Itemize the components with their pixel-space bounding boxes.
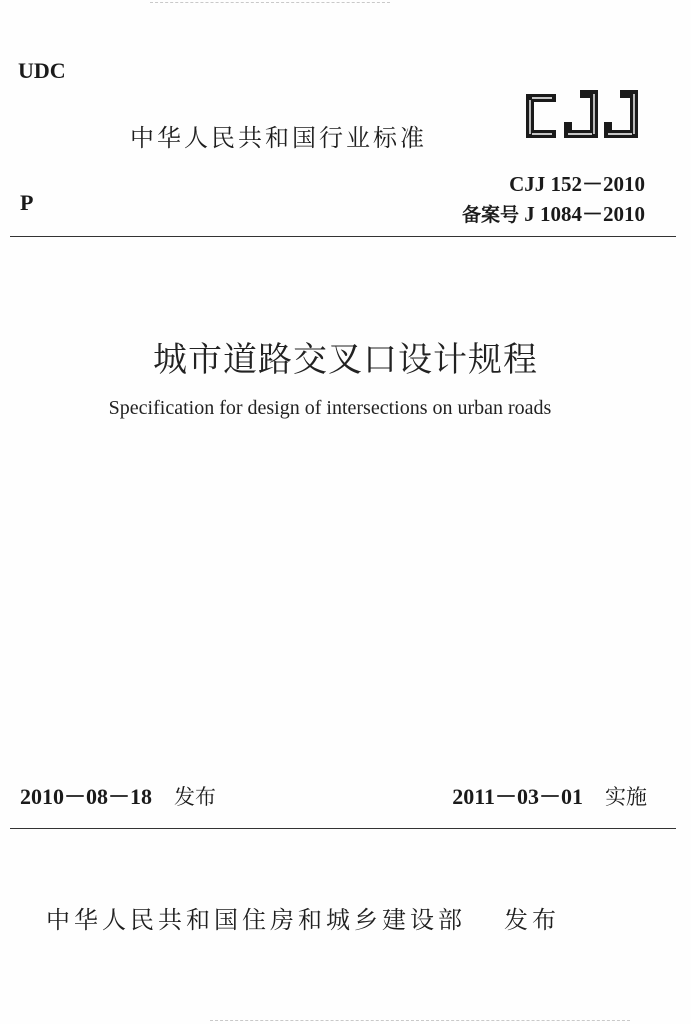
publisher-line — [46, 900, 560, 935]
issue-date: 2010－08－18 — [20, 784, 153, 809]
document-title-english: Specification for design of intersections on urban roads — [108, 397, 552, 419]
footer-divider — [10, 828, 676, 829]
standard-code: CJJ 152－2010 — [509, 172, 645, 196]
scan-artifact — [150, 2, 390, 3]
issue-date-line — [20, 780, 216, 811]
record-label: 备案号 — [461, 204, 519, 226]
document-title-chinese: 城市道路交叉口设计规程 — [153, 340, 538, 380]
record-number-line — [462, 198, 645, 228]
publisher-name: 中华人民共和国住房和城乡建设部 — [46, 906, 466, 934]
effective-date-line — [452, 780, 647, 811]
udc-label: UDC — [18, 58, 66, 83]
publish-label: 发布 — [504, 906, 560, 934]
category-letter: P — [20, 190, 34, 215]
header-divider — [10, 236, 676, 237]
scan-artifact — [210, 1020, 630, 1021]
effective-label: 实施 — [605, 785, 647, 809]
record-number: J 1084－2010 — [524, 202, 645, 226]
issue-label: 发布 — [174, 785, 217, 809]
industry-standard-heading: 中华人民共和国行业标准 — [130, 124, 427, 152]
effective-date: 2011－03－01 — [452, 784, 583, 809]
cjj-logo — [518, 86, 648, 146]
